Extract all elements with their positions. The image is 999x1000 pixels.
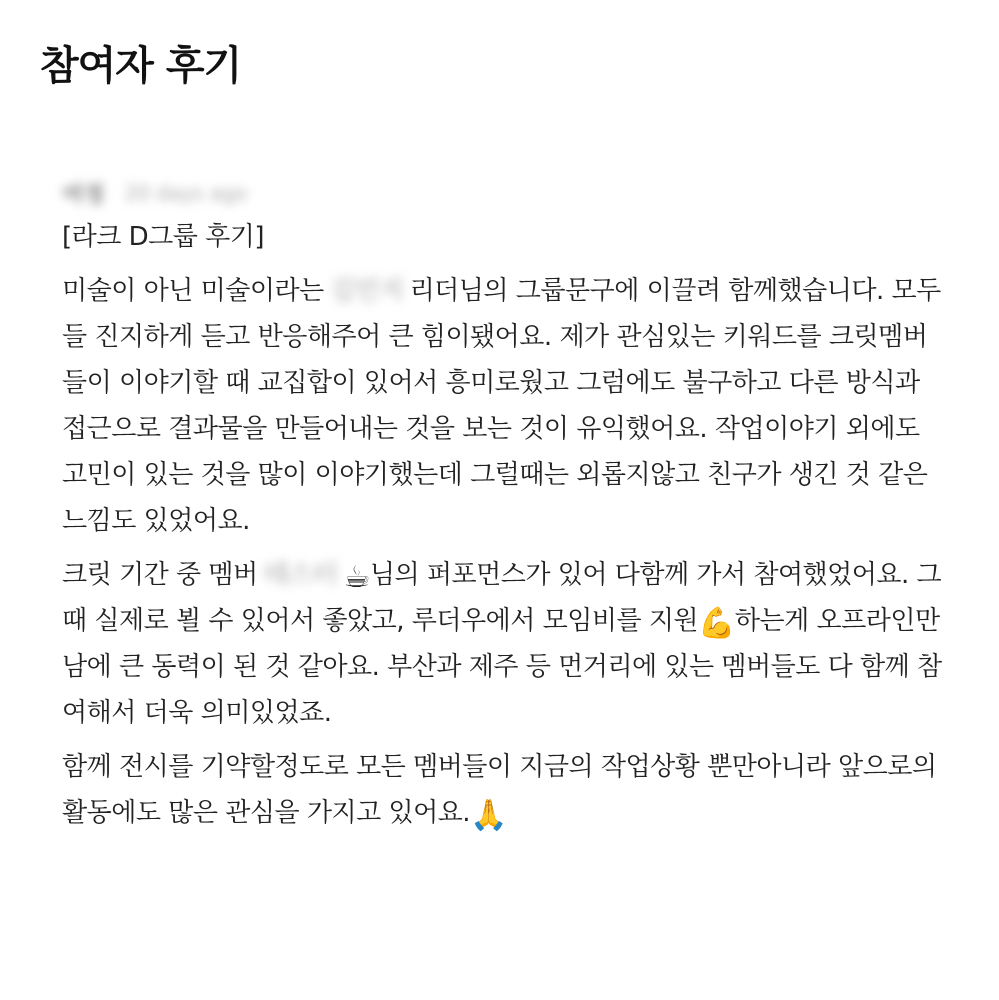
review-p2-text-c: 하는게 오프라인만남에 큰 동력이 된 것 같아요. 부산과 제주 등 먼거리에 있는 멤버들도 다 함께 참여해서 더욱 의미있었죠. (62, 606, 942, 728)
review-author-blurred: 여정 (62, 182, 105, 208)
folded-hands-icon: 🙏 (470, 798, 507, 833)
review-body (62, 214, 942, 836)
leader-name-blurred: 김민지 (329, 276, 404, 306)
page-title: 참여자 후기 (40, 43, 242, 89)
review-heading: [라크 D그룹 후기] (62, 222, 265, 252)
review-paragraph-2 (62, 552, 942, 736)
member-name-blurred: 테스터 (263, 560, 338, 590)
review-p1-text-b: 리더님의 그룹문구에 이끌려 함께했습니다. 모두들 진지하게 듣고 반응해주어 큰 힘이됐어요. 제가 관심있는 키워드를 크릿멤버들이 이야기할 때 교집합이 있어서 흥미로웠고 그럼에도 불구하고 다른 방식과 접근으로 결과물을 만들어내는 것을 보는 것이 유익했어요. 작업이야기 외에도 고민이 있는 것을 많이 이야기했는데 그럴때는 외롭지않고 친구가 생긴 것 같은 느낌도 있었어요. (62, 276, 941, 536)
coffee-icon: ☕ (343, 560, 370, 595)
review-p1-text-a: 미술이 아닌 미술이라는 (62, 276, 324, 306)
review-date-blurred: 20 days ago (124, 181, 248, 205)
review-p2-text-a: 크릿 기간 중 멤버 (62, 560, 258, 590)
review-paragraph-1 (62, 268, 942, 544)
review-p3-text-a: 함께 전시를 기약할정도로 모든 멤버들이 지금의 작업상황 뿐만아니라 앞으로의 활동에도 많은 관심을 가지고 있어요. (62, 752, 937, 828)
review-p2-text-b: 님의 퍼포먼스가 있어 다함께 가서 참여했었어요. 그 때 실제로 뵐 수 있어서 좋았고, 루더우에서 모임비를 지원 (62, 560, 942, 636)
flexed-biceps-icon: 💪 (698, 606, 735, 641)
review-card (62, 176, 942, 844)
review-meta (62, 176, 942, 210)
review-paragraph-3 (62, 744, 942, 836)
